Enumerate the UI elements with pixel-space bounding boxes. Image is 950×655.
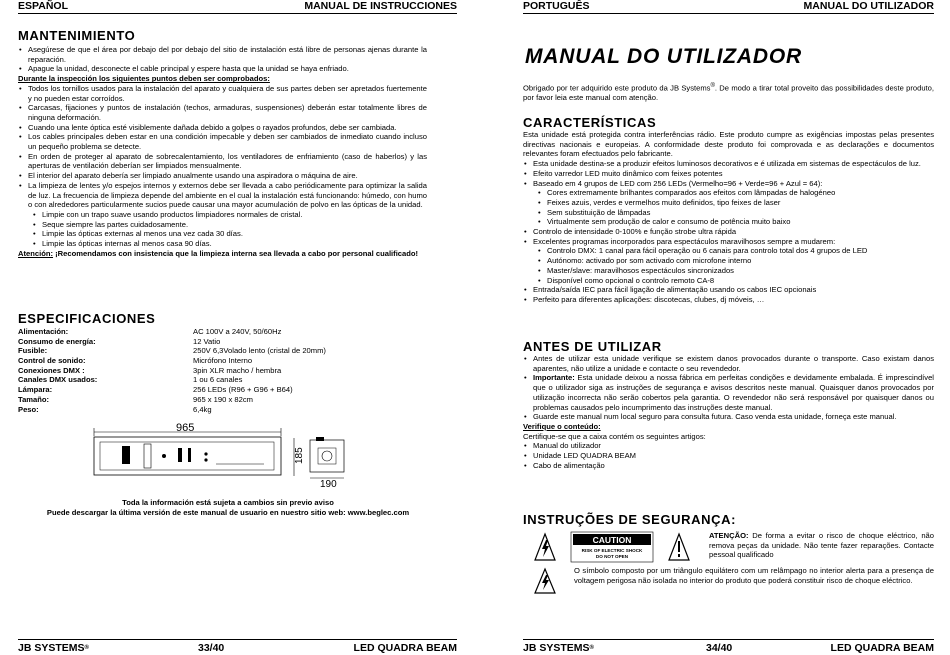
- verify-intro: Certifique-se que a caixa contém os seguintes artigos:: [523, 431, 706, 441]
- download-note: Puede descargar la última versión de este manual de usuario en nuestro sitio web: www.beglec.com: [46, 508, 410, 517]
- intro-text: Obrigado por ter adquirido este produto da JB Systems®. De modo a tirar total proveito das possibilidades deste produto, por favor leia este manual com atenção.: [523, 83, 934, 103]
- page-header: [18, 0, 457, 14]
- list-item: • Limpie con un trapo suave usando productos limpiadores normales de cristal.: [18, 210, 427, 220]
- list-item: • Todos los tornillos usados para la instalación del aparato y cualquiera de sus partes deben ser apretados fuertemente y no pueden estar corroídos.: [18, 84, 427, 103]
- header-title: MANUAL DO UTILIZADOR: [803, 0, 934, 12]
- page-footer: [18, 639, 457, 655]
- footer-page-number: 34/40: [706, 642, 733, 654]
- attention-note: [18, 249, 427, 259]
- inspection-list: [18, 84, 427, 249]
- warning-attention: ATENÇÃO: De forma a evitar o risco de choque eléctrico, não remova peças da unidade. Não tente fazer reparações. Contacte pessoal qualificado: [709, 531, 934, 560]
- before-use-list: [523, 354, 934, 422]
- list-item: • Guarde este manual num local seguro para consulta futura. Caso venda esta unidade, forneça este manual.: [523, 412, 934, 422]
- list-item: • Disponível como opcional o controlo remoto CA-8: [523, 276, 934, 286]
- spec-row: Fusible: 250V 6,3Volado lento (cristal de 20mm): [18, 346, 326, 356]
- disclaimer-note: Toda la información está sujeta a cambios sin previo aviso: [122, 498, 334, 507]
- page-header: [523, 0, 934, 14]
- svg-text:RISK OF ELECTRIC SHOCK: RISK OF ELECTRIC SHOCK: [581, 548, 643, 553]
- list-item: • Asegúrese de que el área por debajo del por debajo del sitio de instalación está libre de personas ajenas durante la reparación.: [18, 45, 427, 64]
- spec-title-wrap: [18, 311, 427, 326]
- page-right: [503, 0, 950, 654]
- depth-label: 190: [320, 479, 337, 490]
- spec-row: Conexiones DMX : 3pin XLR macho / hembra: [18, 365, 282, 375]
- safety-title: INSTRUÇÕES DE SEGURANÇA:: [523, 512, 737, 527]
- footer-brand: JB SYSTEMS®: [523, 642, 594, 654]
- spec-title: ESPECIFICACIONES: [18, 311, 156, 326]
- list-item: • Cabo de alimentação: [523, 461, 934, 471]
- list-item: • Baseado em 4 grupos de LED com 256 LEDs (Vermelho=96 + Verde=96 + Azul = 64):: [523, 179, 934, 189]
- spec-row: Consumo de energía: 12 Vatio: [18, 336, 221, 346]
- features-intro: Esta unidade está protegida contra interferências rádio. Este produto cumpre as exigências impostas pelas presentes directivas nacionais e europeias. A conformidade deste produto foi comprovada e as declarações e documentos relevantes foram efectuados pelo fabricante.: [523, 130, 934, 159]
- before-use-section: [523, 339, 934, 470]
- list-item: • La limpieza de lentes y/o espejos internos y externos debe ser llevada a cabo periódicamente para optimizar la salida de luz. La frecuencia de limpieza depende del ambiente en el cual la instalación está funcionando: húmedo, con humo o con alrededores particularmente sucios puede causar una mayor acumulación de polvo en las ópticas de la unidad.: [18, 181, 427, 210]
- inspection-heading: Durante la inspección los siguientes puntos deben ser comprobados:: [18, 74, 270, 84]
- list-item: • Sem substituição de lâmpadas: [523, 208, 934, 218]
- list-item: • Limpie las ópticas internas al menos casa 90 días.: [18, 239, 427, 249]
- list-item: • Master/slave: maravilhosos espectáculos sincronizados: [523, 266, 934, 276]
- attention-label: Atención:: [18, 248, 54, 258]
- caution-label-icon: [533, 530, 693, 566]
- caution-text: CAUTION: [592, 535, 632, 545]
- spec-row: Peso: 6,4kg: [18, 404, 212, 414]
- list-item: • Esta unidade destina-se a produzir efeitos luminosos decorativos e é utilizada em sistemas de espectáculos de luz.: [523, 159, 934, 169]
- dimension-drawing: [88, 420, 388, 490]
- footer-brand: JB SYSTEMS®: [18, 642, 89, 654]
- list-item: • Carcasas, fijaciones y puntos de instalación (techos, armaduras, suspensiones) deberán estar totalmente libres de ninguna deformación.: [18, 103, 427, 122]
- list-item: • Feixes azuis, verdes e vermelhos muito definidos, tipo feixes de laser: [523, 198, 934, 208]
- list-item: • Seque siempre las partes cuidadosamente.: [18, 220, 427, 230]
- page-footer: [523, 639, 934, 655]
- list-item: • Limpie las ópticas externas al menos una vez cada 30 días.: [18, 229, 427, 239]
- verify-list: [523, 441, 934, 470]
- footer-page-number: 33/40: [198, 642, 225, 654]
- list-item: • Unidade LED QUADRA BEAM: [523, 451, 934, 461]
- manual-title: MANUAL DO UTILIZADOR: [525, 45, 802, 68]
- warning-symbol-text: O símbolo composto por um triângulo equilátero com um relâmpago no interior alerta para a presença de voltagem perigosa não isolada no interior do produto que poderá constituir risco de choque eléctrico.: [574, 566, 934, 585]
- maintenance-list: [18, 45, 427, 74]
- spec-row: Lámpara: 256 LEDs (R96 + G96 + B64): [18, 385, 293, 395]
- list-item: • Excelentes programas incorporados para espectáculos maravilhosos sempre a mudarem:: [523, 237, 934, 247]
- height-label: 185: [294, 447, 305, 464]
- spec-row: Control de sonido: Micrófono Interno: [18, 356, 253, 366]
- spec-row: Canales DMX usados: 1 ou 6 canales: [18, 375, 243, 385]
- list-item: • En orden de proteger al aparato de sobrecalentamiento, los ventiladores de enfriamiento (caso de haberlos) y las aperturas de ventilación deberían ser limpiados mensualmente.: [18, 152, 427, 171]
- list-item: • Efeito varredor LED muito dinâmico com feixes potentes: [523, 169, 934, 179]
- lightning-triangle-icon: [533, 567, 559, 595]
- spec-row: Alimentación: AC 100V a 240V, 50/60Hz: [18, 327, 282, 336]
- width-label: 965: [176, 422, 195, 434]
- before-use-title: ANTES DE UTILIZAR: [523, 339, 662, 354]
- list-item: • Cores extremamente brilhantes comparados aos efeitos com lâmpadas de halogéneo: [523, 188, 934, 198]
- features-list: [523, 159, 934, 305]
- features-section: [523, 115, 934, 305]
- intro-section: [523, 82, 934, 103]
- attention-text: ¡Recomendamos con insistencia que la limpieza interna sea llevada a cabo por personal cualificado!: [53, 248, 419, 258]
- list-item: • Controlo DMX: 1 canal para fácil operação ou 6 canais para controlo total dos 4 grupos de LED: [523, 246, 934, 256]
- maintenance-section: [18, 28, 427, 258]
- list-item: • Autónomo: activado por som activado com microfone interno: [523, 256, 934, 266]
- svg-text:DO NOT OPEN: DO NOT OPEN: [595, 554, 629, 559]
- footer-model: LED QUADRA BEAM: [353, 642, 457, 654]
- list-item: • Virtualmente sem produção de calor e consumo de potência muito baixo: [523, 217, 934, 227]
- page-left: [0, 0, 475, 654]
- features-title: CARACTERÍSTICAS: [523, 115, 657, 130]
- list-item: • Manual do utilizador: [523, 441, 934, 451]
- safety-title-wrap: [523, 512, 934, 527]
- footer-model: LED QUADRA BEAM: [830, 642, 934, 654]
- list-item: • Controlo de intensidade 0-100% e função strobe ultra rápida: [523, 227, 934, 237]
- verify-heading: Verifique o conteúdo:: [523, 421, 601, 431]
- list-item: • Cuando una lente óptica esté visiblemente dañada debido a golpes o rayados profundos, debe ser cambiada.: [18, 123, 427, 133]
- list-item: • Importante: Esta unidade deixou a nossa fábrica em perfeitas condições e devidamente embalada. É imprescindível que o utilizador siga as instruções de segurança e avisos descritos neste manual. Quaisquer danos provocados por utilização incorrecta não serão cobertos pela garantia. O revendedor não será responsável por quaisquer danos ou problemas causados pelo incumprimento das instruções deste manual.: [523, 373, 934, 412]
- list-item: • El interior del aparato debería ser limpiado anualmente usando una aspiradora o máquina de aire.: [18, 171, 427, 181]
- header-language: ESPAÑOL: [18, 0, 68, 12]
- list-item: • Apague la unidad, desconecte el cable principal y espere hasta que la unidad se haya enfriado.: [18, 64, 427, 74]
- list-item: • Antes de utilizar esta unidade verifique se existem danos provocados durante o transporte. Caso existam danos aparentes, não utilize a unidade e contacte o seu revendedor.: [523, 354, 934, 373]
- list-item: • Perfeito para diferentes aplicações: discotecas, clubes, dj móveis, …: [523, 295, 934, 305]
- spec-row: Tamaño: 965 x 190 x 82cm: [18, 394, 253, 404]
- spec-table: [18, 327, 438, 414]
- list-item: • Los cables principales deben estar en una condición impecable y deben ser cambiados de inmediato cuando incluso un pequeño problema se detecte.: [18, 132, 427, 151]
- header-language: PORTUGUÊS: [523, 0, 590, 12]
- header-title: MANUAL DE INSTRUCCIONES: [304, 0, 457, 12]
- list-item: • Entrada/saída IEC para fácil ligação de alimentação usando os cabos IEC opcionais: [523, 285, 934, 295]
- maintenance-title: MANTENIMIENTO: [18, 28, 136, 43]
